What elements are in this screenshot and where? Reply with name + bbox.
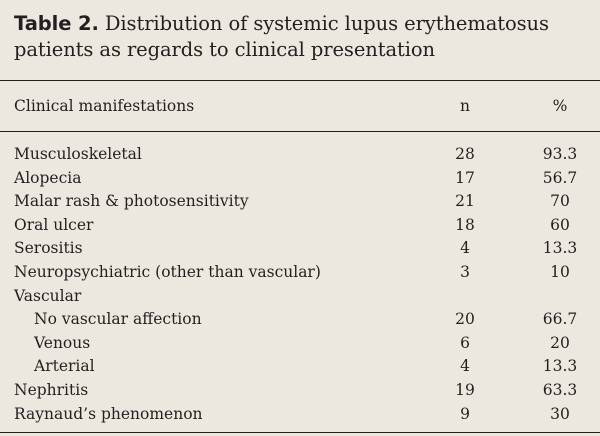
table-caption-label: Table 2.: [14, 12, 99, 35]
table-row: [0, 379, 600, 403]
row-label: Vascular: [14, 286, 82, 305]
row-count: 17: [455, 168, 475, 187]
row-count: 4: [460, 239, 470, 258]
row-percent: 66.7: [542, 310, 578, 329]
row-percent: 30: [550, 404, 570, 423]
column-header-n: n: [460, 97, 470, 115]
column-header-percent: %: [552, 97, 568, 115]
row-percent: 20: [550, 333, 570, 352]
row-label: Oral ulcer: [14, 215, 94, 234]
row-label: Raynaud’s phenomenon: [14, 404, 203, 423]
row-label: Venous: [34, 333, 91, 352]
row-count: 19: [455, 380, 475, 399]
table-row: [0, 167, 600, 191]
row-percent: 93.3: [542, 145, 578, 163]
row-percent: 13.3: [542, 357, 578, 376]
row-percent: 70: [550, 192, 570, 211]
row-percent: 63.3: [542, 380, 578, 399]
table-bottom-rule: [0, 432, 600, 433]
table-row: [0, 308, 600, 332]
table-caption-text: Distribution of systemic lupus erythematosus patients as regards to clinical presentation: [14, 12, 549, 61]
table-row: [0, 143, 600, 167]
table-row: [0, 355, 600, 379]
row-label: No vascular affection: [34, 310, 202, 329]
row-label: Alopecia: [14, 168, 82, 187]
table-header-rule: [0, 131, 600, 132]
column-header-manifestations: Clinical manifestations: [14, 97, 195, 115]
row-label: Malar rash & photosensitivity: [14, 192, 249, 211]
row-percent: 10: [550, 262, 570, 281]
row-count: 6: [460, 333, 470, 352]
row-count: 9: [460, 404, 470, 423]
row-label: Musculoskeletal: [14, 145, 142, 163]
table-caption: [14, 11, 592, 63]
table-row: [0, 261, 600, 285]
row-count: 21: [455, 192, 475, 211]
table-row: [0, 403, 600, 427]
row-count: 3: [460, 262, 470, 281]
table-row: [0, 190, 600, 214]
table-body: [0, 143, 600, 426]
table-row: [0, 237, 600, 261]
table-top-rule: [0, 80, 600, 81]
row-count: 20: [455, 310, 475, 329]
row-label: Serositis: [14, 239, 83, 258]
table-row: [0, 285, 600, 309]
row-count: 18: [455, 215, 475, 234]
table-header-row: [0, 94, 600, 118]
table-row: [0, 214, 600, 238]
row-count: 4: [460, 357, 470, 376]
row-count: 28: [455, 145, 475, 163]
row-label: Arterial: [34, 357, 95, 376]
row-percent: 60: [550, 215, 570, 234]
row-label: Neuropsychiatric (other than vascular): [14, 262, 321, 281]
table-row: [0, 332, 600, 356]
row-label: Nephritis: [14, 380, 89, 399]
row-percent: 56.7: [542, 168, 578, 187]
row-percent: 13.3: [542, 239, 578, 258]
